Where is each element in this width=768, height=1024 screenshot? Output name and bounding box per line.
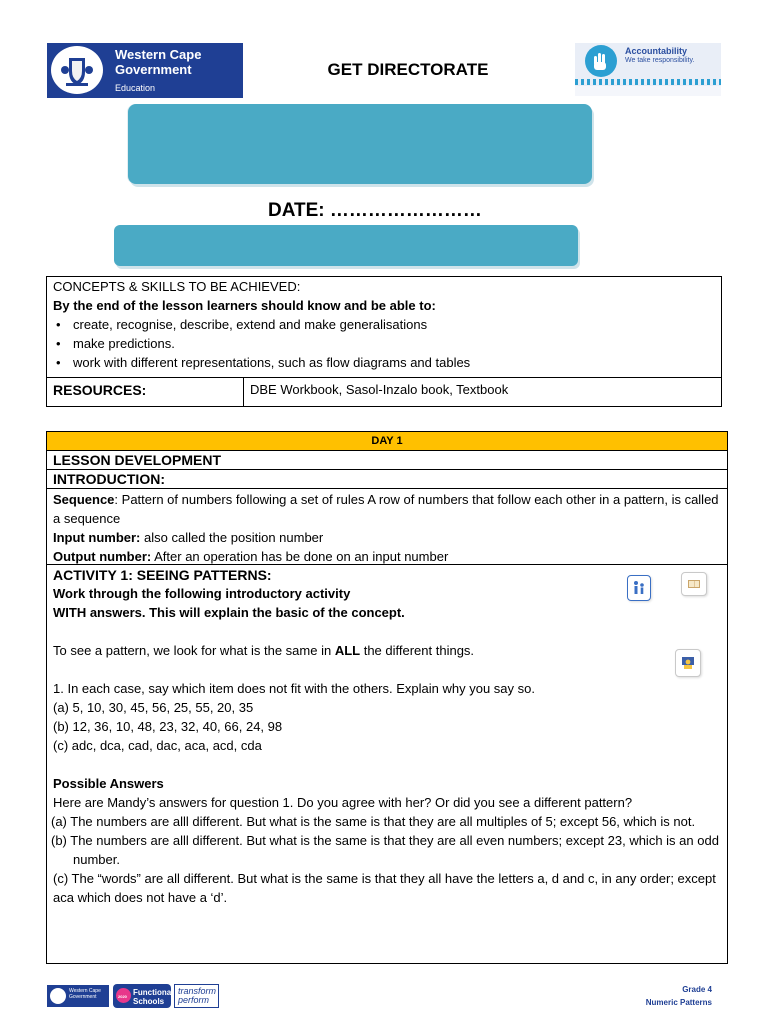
resources-value: DBE Workbook, Sasol-Inzalo book, Textbook — [250, 382, 509, 397]
footer-wcg-logo: Western Cape Government — [47, 985, 109, 1007]
accountability-tagline: We take responsibility. — [625, 57, 695, 64]
concept-item: • create, recognise, describe, extend and make generalisations — [53, 315, 715, 334]
concept-item: • work with different representations, such as flow diagrams and tables — [53, 353, 715, 372]
resources-row — [47, 378, 721, 407]
accountability-logo — [575, 43, 721, 96]
definition-sequence: Sequence: Pattern of numbers following a set of rules A row of numbers that follow each other in a pattern, is called a sequence — [53, 492, 719, 526]
answers-intro: Here are Mandy’s answers for question 1. Do you agree with her? Or did you see a different pattern? — [53, 795, 633, 810]
lesson-table — [46, 431, 728, 964]
footer-grade-info — [560, 983, 712, 1009]
question-item-c: (c) adc, dca, cad, dac, aca, acd, cda — [53, 738, 262, 753]
western-cape-government-logo — [47, 43, 243, 98]
date-field: DATE: …………………… — [268, 200, 482, 221]
activity-instruction: WITH answers. This will explain the basic of the concept. — [53, 605, 405, 620]
concept-item: • make predictions. — [53, 334, 715, 353]
logo-department: Education — [115, 83, 156, 93]
answer-a: (a) The numbers are alll different. But what is the same is that they are all multiples of 5; except 56, which is not. — [51, 814, 696, 829]
concepts-table — [46, 276, 722, 407]
answer-b: (b) The numbers are alll different. But what is the same is that they are all even numbers; except 23, which is an odd number. — [51, 833, 719, 867]
question-item-b: (b) 12, 36, 10, 48, 23, 32, 40, 66, 24, 98 — [53, 719, 283, 734]
accountability-title: Accountability — [625, 46, 688, 56]
classroom-icon — [675, 649, 701, 677]
introduction-definitions — [47, 489, 727, 565]
grade-label: Grade 4 — [682, 985, 712, 994]
concepts-list — [53, 315, 715, 372]
lesson-development-heading: LESSON DEVELOPMENT — [47, 451, 727, 470]
concepts-heading: CONCEPTS & SKILLS TO BE ACHIEVED: — [53, 279, 301, 294]
footer-logos — [47, 983, 219, 1009]
topic-label: Numeric Patterns — [645, 998, 712, 1007]
question-1: 1. In each case, say which item does not fit with the others. Explain why you say so. — [53, 681, 535, 696]
subtitle-banner — [114, 225, 578, 266]
decorative-strip — [575, 79, 721, 85]
concepts-subheading: By the end of the lesson learners should know and be able to: — [53, 298, 436, 313]
introduction-heading: INTRODUCTION: — [47, 470, 727, 489]
definition-input-number: Input number: also called the position number — [53, 530, 324, 545]
footer-functional-schools-logo: Functional Schools 2020 — [113, 984, 171, 1008]
raised-hand-icon — [585, 45, 617, 77]
pattern-statement: To see a pattern, we look for what is the same in ALL the different things. — [53, 643, 475, 658]
answers-heading: Possible Answers — [53, 776, 164, 791]
activity-section — [47, 565, 727, 907]
logo-bottom-band — [575, 86, 721, 96]
footer-transform-perform-logo: transform perform — [174, 984, 219, 1008]
pair-work-icon — [627, 575, 651, 601]
definition-output-number: Output number: After an operation has be done on an input number — [53, 549, 449, 564]
answer-c: (c) The “words” are all different. But what is the same is that they all have the letters a, d and c, in any order; except aca which does not have a ‘d’. — [53, 871, 716, 905]
concepts-cell — [47, 277, 721, 378]
title-banner — [128, 104, 592, 184]
book-icon — [681, 572, 707, 596]
resources-label: RESOURCES: — [47, 378, 244, 407]
page-title: GET DIRECTORATE — [327, 60, 489, 79]
activity-title: ACTIVITY 1: SEEING PATTERNS: — [53, 567, 272, 583]
question-item-a: (a) 5, 10, 30, 45, 56, 25, 55, 20, 35 — [53, 700, 254, 715]
activity-instruction: Work through the following introductory activity — [53, 586, 351, 601]
crest-icon — [51, 46, 103, 94]
logo-org-name: Western Cape Government — [115, 47, 202, 77]
day-header: DAY 1 — [47, 432, 727, 451]
